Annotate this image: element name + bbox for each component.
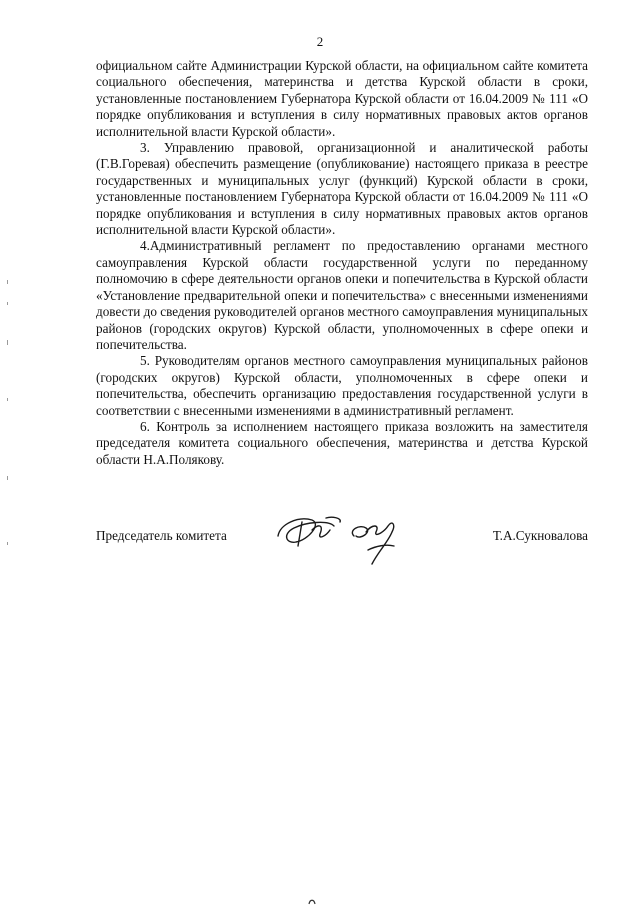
handwritten-signature-icon xyxy=(268,506,418,570)
paragraph-6: 6. Контроль за исполнением настоящего приказа возложить на заместителя председателя комитета социального обеспечения, материнства и детства Курской области Н.А.Полякову. xyxy=(96,418,588,467)
page-number: 2 xyxy=(316,34,324,49)
bottom-edge-mark xyxy=(308,896,316,905)
document-body xyxy=(96,58,588,468)
paragraph-continuation: официальном сайте Администрации Курской области, на официальном сайте комитета социального обеспечения, материнства и детства Курской области в сроки, установленные постановлением Губернатора Курской области от 16.04.2009 № 111 «О порядке опубликования и вступления в силу нормативных правовых актов органов исполнительной власти Курской области». xyxy=(96,58,588,139)
signer-name: Т.А.Сукновалова xyxy=(492,528,588,543)
paragraph-5: 5. Руководителям органов местного самоуправления муниципальных районов (городских округов) Курской области, уполномоченных в сфере опеки и попечительства, обеспечить организацию предоставления государственной услуги в соответствии с внесенными изменениями в административный регламент. xyxy=(96,353,588,418)
signature-block xyxy=(96,518,588,578)
signer-title: Председатель комитета xyxy=(96,528,227,543)
paragraph-3: 3. Управлению правовой, организационной и аналитической работы (Г.В.Горевая) обеспечить размещение (опубликование) настоящего приказа в реестре государственных и муниципальных услуг (функций) Курской области в сроки, установленные постановлением Губернатора Курской области от 16.04.2009 № 111 «О порядке опубликования и вступления в силу нормативных правовых актов органов исполнительной власти Курской области». xyxy=(96,140,588,238)
paragraph-4: 4.Административный регламент по предоставлению органами местного самоуправления Курской области государственной услуги по переданному полномочию в сфере деятельности органов опеки и попечительства в Курской области «Установление предварительной опеки и попечительства» с внесенными изменениями довести до сведения руководителей органов местного самоуправления муниципальных районов (городских округов) Курской области, уполномоченных в сфере опеки и попечительства. xyxy=(96,238,588,352)
scan-edge-marks xyxy=(6,280,10,580)
